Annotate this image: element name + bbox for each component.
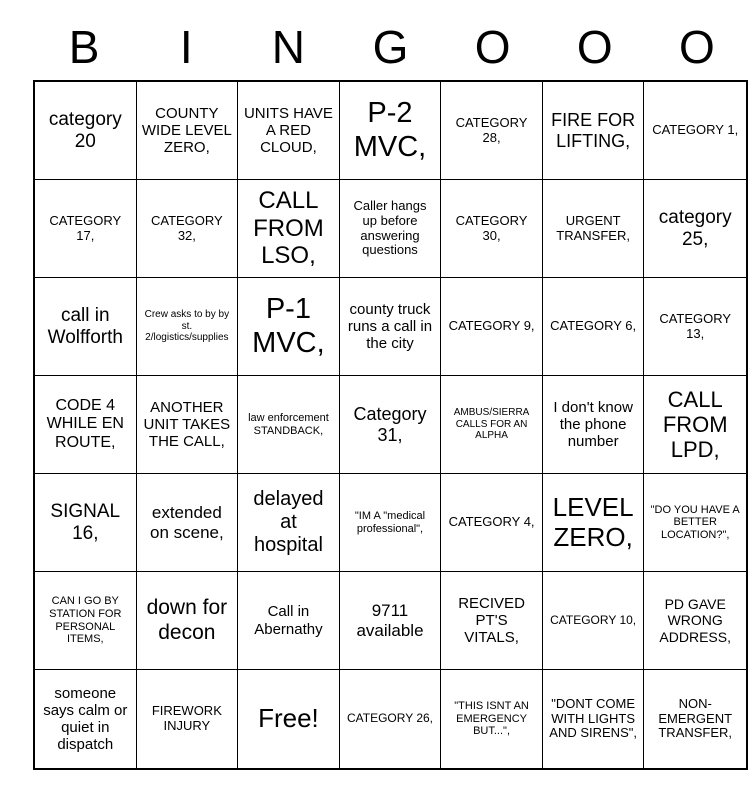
bingo-cell-r2c6[interactable]	[543, 180, 645, 278]
bingo-cell-r7c2[interactable]	[137, 670, 239, 768]
bingo-cell-r3c2[interactable]	[137, 278, 239, 376]
bingo-cell-r4c6[interactable]	[543, 376, 645, 474]
bingo-cell-label: FIRE FOR LIFTING,	[551, 109, 636, 151]
bingo-cell-label: law enforcement STANDBACK,	[248, 411, 329, 437]
bingo-cell-r5c7[interactable]	[644, 474, 746, 572]
bingo-cell-r6c7[interactable]	[644, 572, 746, 670]
title-letter-6: O	[576, 21, 613, 73]
bingo-cell-label: CATEGORY 1,	[652, 122, 739, 138]
bingo-cell-r3c6[interactable]	[543, 278, 645, 376]
bingo-cell-label: "DONT COME WITH LIGHTS AND SIRENS",	[549, 695, 637, 741]
bingo-cell-label: 9711 available	[356, 600, 424, 640]
title-letter-4: G	[372, 21, 409, 73]
bingo-cell-label: CATEGORY 9,	[448, 318, 535, 334]
bingo-cell-label: CATEGORY 26,	[346, 711, 434, 726]
bingo-grid	[33, 80, 748, 770]
bingo-cell-label: NON-EMERGENT TRANSFER,	[658, 695, 733, 741]
bingo-cell-label: down for decon	[146, 596, 228, 644]
bingo-cell-label: PD GAVE WRONG ADDRESS,	[659, 596, 731, 645]
bingo-cell-r1c7[interactable]	[644, 82, 746, 180]
bingo-cell-label: RECIVED PT'S VITALS,	[458, 594, 525, 647]
bingo-cell-r5c2[interactable]	[137, 474, 239, 572]
bingo-cell-r6c5[interactable]	[441, 572, 543, 670]
bingo-title	[33, 16, 748, 78]
bingo-cell-r1c5[interactable]	[441, 82, 543, 180]
bingo-cell-label: ANOTHER UNIT TAKES THE CALL,	[143, 398, 231, 451]
bingo-cell-label: SIGNAL 16,	[50, 500, 121, 544]
bingo-cell-r2c7[interactable]	[644, 180, 746, 278]
title-letter-3: N	[271, 21, 305, 73]
bingo-cell-label: CATEGORY 30,	[455, 212, 528, 243]
bingo-cell-label: CATEGORY 4,	[448, 514, 535, 530]
bingo-cell-label: someone says calm or quiet in dispatch	[43, 684, 128, 754]
bingo-cell-r6c4[interactable]	[340, 572, 442, 670]
bingo-cell-r2c5[interactable]	[441, 180, 543, 278]
bingo-cell-r3c5[interactable]	[441, 278, 543, 376]
bingo-cell-label: CATEGORY 32,	[150, 212, 223, 243]
title-letter-1: B	[68, 21, 100, 73]
bingo-cell-label: FIREWORK INJURY	[151, 703, 222, 733]
bingo-cell-r1c1[interactable]	[35, 82, 137, 180]
bingo-cell-label: county truck runs a call in the city	[347, 300, 433, 353]
bingo-cell-r6c2[interactable]	[137, 572, 239, 670]
bingo-cell-label: Category 31,	[353, 403, 427, 445]
bingo-cell-label: "IM A "medical professional",	[354, 509, 426, 535]
bingo-cell-r2c2[interactable]	[137, 180, 239, 278]
bingo-cell-r2c1[interactable]	[35, 180, 137, 278]
bingo-cell-label: LEVEL ZERO,	[552, 491, 634, 552]
bingo-cell-r3c7[interactable]	[644, 278, 746, 376]
bingo-cell-label: Free!	[258, 703, 319, 734]
bingo-cell-r3c1[interactable]	[35, 278, 137, 376]
bingo-cell-r6c3[interactable]	[238, 572, 340, 670]
bingo-cell-r7c4[interactable]	[340, 670, 442, 768]
bingo-cell-r4c1[interactable]	[35, 376, 137, 474]
bingo-cell-r3c4[interactable]	[340, 278, 442, 376]
bingo-cell-r7c7[interactable]	[644, 670, 746, 768]
bingo-cell-label: COUNTY WIDE LEVEL ZERO,	[141, 104, 232, 157]
bingo-cell-r6c6[interactable]	[543, 572, 645, 670]
bingo-cell-label: delayed at hospital	[253, 488, 324, 556]
bingo-cell-label: CATEGORY 6,	[550, 318, 637, 334]
bingo-cell-r4c5[interactable]	[441, 376, 543, 474]
bingo-cell-r1c4[interactable]	[340, 82, 442, 180]
bingo-cell-label: P-2 MVC,	[353, 97, 427, 163]
bingo-cell-label: "DO YOU HAVE A BETTER LOCATION?",	[650, 503, 740, 541]
bingo-cell-r4c3[interactable]	[238, 376, 340, 474]
bingo-cell-label: I don't know the phone number	[553, 398, 633, 451]
title-letter-7: O	[679, 21, 715, 73]
bingo-cell-r5c6[interactable]	[543, 474, 645, 572]
bingo-cell-r1c2[interactable]	[137, 82, 239, 180]
bingo-cell-r3c3[interactable]	[238, 278, 340, 376]
bingo-cell-label: CATEGORY 10,	[550, 612, 637, 627]
bingo-cell-r5c1[interactable]	[35, 474, 137, 572]
bingo-cell-r5c3[interactable]	[238, 474, 340, 572]
bingo-cell-label: CODE 4 WHILE EN ROUTE,	[46, 396, 124, 451]
bingo-cell-label: P-1 MVC,	[252, 293, 325, 359]
bingo-cell-r2c4[interactable]	[340, 180, 442, 278]
bingo-cell-label: CALL FROM LPD,	[662, 386, 728, 463]
bingo-cell-label: CATEGORY 28,	[455, 114, 528, 145]
bingo-cell-label: Caller hangs up before answering questions	[353, 197, 427, 258]
bingo-cell-r2c3[interactable]	[238, 180, 340, 278]
bingo-cell-label: "THIS ISNT AN EMERGENCY BUT...",	[454, 700, 529, 738]
bingo-cell-r6c1[interactable]	[35, 572, 137, 670]
bingo-cell-label: URGENT TRANSFER,	[556, 212, 630, 243]
bingo-cell-label: CATEGORY 17,	[49, 212, 122, 243]
bingo-cell-label: AMBUS/SIERRA CALLS FOR AN ALPHA	[453, 407, 530, 442]
bingo-cell-r7c5[interactable]	[441, 670, 543, 768]
bingo-cell-label: Call in Abernathy	[254, 603, 323, 638]
bingo-cell-r5c4[interactable]	[340, 474, 442, 572]
bingo-cell-label: Crew asks to by by st. 2/logistics/supplies	[144, 309, 230, 344]
bingo-cell-r1c6[interactable]	[543, 82, 645, 180]
bingo-cell-label: category 25,	[658, 206, 732, 250]
bingo-cell-label: call in Wolfforth	[47, 304, 123, 348]
bingo-cell-label: CAN I GO BY STATION FOR PERSONAL ITEMS,	[49, 595, 122, 646]
bingo-cell-r4c7[interactable]	[644, 376, 746, 474]
bingo-cell-r4c4[interactable]	[340, 376, 442, 474]
bingo-cell-r4c2[interactable]	[137, 376, 239, 474]
title-letter-5: O	[474, 21, 511, 73]
bingo-cell-label: CALL FROM LSO,	[253, 187, 324, 270]
bingo-cell-label: category 20	[48, 108, 122, 152]
bingo-cell-free[interactable]	[238, 670, 340, 768]
bingo-cell-label: CATEGORY 13,	[659, 310, 732, 341]
bingo-cell-label: UNITS HAVE A RED CLOUD,	[243, 104, 333, 157]
title-letter-2: I	[179, 21, 193, 73]
bingo-cell-r1c3[interactable]	[238, 82, 340, 180]
bingo-cell-r5c5[interactable]	[441, 474, 543, 572]
bingo-cell-r7c6[interactable]	[543, 670, 645, 768]
bingo-cell-r7c1[interactable]	[35, 670, 137, 768]
bingo-cell-label: extended on scene,	[149, 502, 224, 542]
